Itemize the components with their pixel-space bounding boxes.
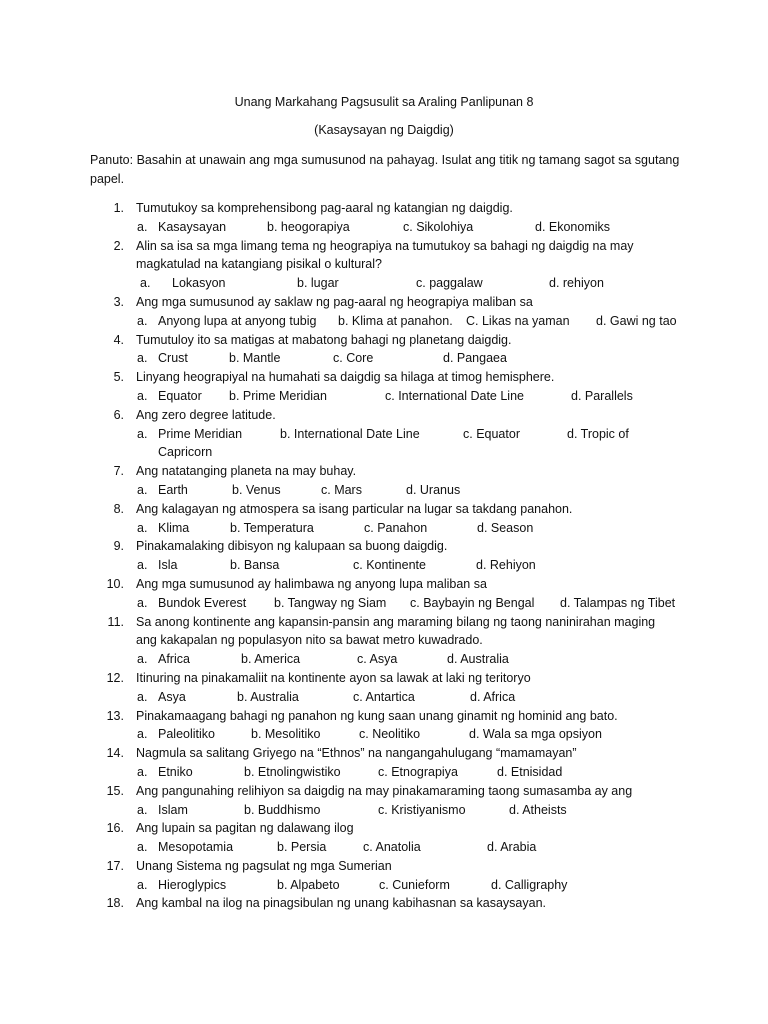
answer-option: Bundok Everest xyxy=(158,595,247,610)
question-number: 15. xyxy=(106,783,124,798)
question-line xyxy=(0,199,768,218)
question-line xyxy=(0,462,768,481)
question-item xyxy=(0,199,768,237)
question-line xyxy=(0,669,768,688)
question-item xyxy=(0,406,768,462)
answer-option: c. Neolitiko xyxy=(359,727,421,742)
options-row xyxy=(0,312,768,331)
option-letter: a. xyxy=(137,388,148,403)
answer-option: Kasaysayan xyxy=(158,219,227,234)
option-letter: a. xyxy=(137,877,148,892)
question-item xyxy=(0,819,768,857)
question-text: Alin sa isa sa mga limang tema ng heograpiya na tumutukoy sa bahagi ng daigdig na may xyxy=(136,238,634,253)
question-number: 13. xyxy=(106,708,124,723)
answer-option: Paleolitiko xyxy=(158,727,215,742)
answer-option: Africa xyxy=(158,652,190,667)
exam-title: Unang Markahang Pagsusulit sa Araling Panlipunan 8 xyxy=(234,95,534,109)
question-item xyxy=(0,894,768,913)
options-row xyxy=(0,556,768,575)
question-line xyxy=(0,406,768,425)
question-item xyxy=(0,669,768,707)
question-text: Ang natatanging planeta na may buhay. xyxy=(136,464,357,479)
question-item xyxy=(0,857,768,895)
question-text: Pinakamaagang bahagi ng panahon ng kung saan unang ginamit ng hominid ang bato. xyxy=(136,708,618,723)
option-letter: a. xyxy=(137,764,148,779)
answer-option-continued: Capricorn xyxy=(158,445,213,460)
answer-option: b. Venus xyxy=(232,482,281,497)
answer-option: c. Cunieform xyxy=(379,877,450,892)
answer-option: b. Mesolitiko xyxy=(251,727,321,742)
answer-option: d. Uranus xyxy=(406,482,461,497)
options-row xyxy=(0,838,768,857)
question-text: Unang Sistema ng pagsulat ng mga Sumerian xyxy=(136,858,392,873)
question-number: 12. xyxy=(106,670,124,685)
answer-option: c. Asya xyxy=(357,652,398,667)
answer-option: d. Parallels xyxy=(571,388,633,403)
question-line xyxy=(0,744,768,763)
question-text: Tumutukoy sa komprehensibong pag-aaral ng katangian ng daigdig. xyxy=(136,201,513,215)
question-item xyxy=(0,537,768,575)
answer-option: Etniko xyxy=(158,764,193,779)
question-line xyxy=(0,819,768,838)
answer-option: b. Mantle xyxy=(229,351,281,366)
question-item xyxy=(0,237,768,293)
question-item xyxy=(0,782,768,820)
option-letter: a. xyxy=(137,840,148,855)
answer-option: c. Core xyxy=(333,351,374,366)
option-letter: a. xyxy=(137,689,148,704)
answer-option: Anyong lupa at anyong tubig xyxy=(158,313,317,328)
options-row xyxy=(0,349,768,368)
question-number: 6. xyxy=(113,407,124,422)
answer-option: c. Equator xyxy=(463,426,520,441)
question-line xyxy=(0,894,768,913)
answer-option: d. Etnisidad xyxy=(497,764,563,779)
question-number: 1. xyxy=(113,201,124,215)
answer-option: d. Pangaea xyxy=(443,351,507,366)
options-row xyxy=(0,519,768,538)
answer-option: d. Atheists xyxy=(509,802,567,817)
answer-option: c. Baybayin ng Bengal xyxy=(410,595,535,610)
question-number: 9. xyxy=(113,539,124,554)
exam-subtitle: (Kasaysayan ng Daigdig) xyxy=(314,123,454,137)
answer-option: c. Kristiyanismo xyxy=(378,802,466,817)
answer-option: d. Season xyxy=(477,520,534,535)
answer-option: b. Klima at panahon. xyxy=(338,313,453,328)
answer-option: b. International Date Line xyxy=(280,426,420,441)
answer-option: b. Persia xyxy=(277,840,327,855)
options-row xyxy=(0,594,768,613)
option-letter: a. xyxy=(137,802,148,817)
answer-option: b. America xyxy=(241,652,301,667)
options-row xyxy=(0,763,768,782)
options-row xyxy=(0,425,768,444)
option-letter: a. xyxy=(137,482,148,497)
question-line xyxy=(0,631,768,650)
options-row xyxy=(0,274,768,293)
question-text: Sa anong kontinente ang kapansin-pansin ang maraming bilang ng taong naninirahan maging xyxy=(136,614,656,629)
answer-option: c. Etnograpiya xyxy=(378,764,458,779)
options-row xyxy=(0,801,768,820)
answer-option: c. International Date Line xyxy=(385,388,524,403)
answer-option: b. Etnolingwistiko xyxy=(244,764,341,779)
question-number: 17. xyxy=(106,858,124,873)
question-number: 8. xyxy=(113,501,124,516)
answer-option: Crust xyxy=(158,351,188,366)
options-row xyxy=(0,387,768,406)
question-line xyxy=(0,500,768,519)
answer-option: d. Tropic of xyxy=(567,426,629,441)
options-row xyxy=(0,481,768,500)
answer-option: Asya xyxy=(158,689,186,704)
question-list xyxy=(0,199,768,913)
answer-option: b. Alpabeto xyxy=(277,877,340,892)
answer-option: d. Africa xyxy=(470,689,516,704)
answer-option: c. Kontinente xyxy=(353,558,426,573)
question-number: 7. xyxy=(113,464,124,479)
answer-option: Islam xyxy=(158,802,188,817)
question-line xyxy=(0,331,768,350)
option-letter: a. xyxy=(140,276,151,291)
answer-option: b. lugar xyxy=(297,276,339,291)
question-item xyxy=(0,500,768,538)
option-letter: a. xyxy=(137,652,148,667)
options-row xyxy=(0,688,768,707)
answer-option: b. Australia xyxy=(237,689,299,704)
question-text: Ang kalagayan ng atmospera sa isang particular na lugar sa takdang panahon. xyxy=(136,501,573,516)
question-number: 16. xyxy=(106,821,124,836)
question-text: Tumutuloy ito sa matigas at mabatong bahagi ng planetang daigdig. xyxy=(136,332,512,347)
answer-option: Prime Meridian xyxy=(158,426,243,441)
answer-option: Lokasyon xyxy=(172,276,226,291)
answer-option: b. Prime Meridian xyxy=(229,388,327,403)
question-text: Ang mga sumusunod ay saklaw ng pag-aaral ng heograpiya maliban sa xyxy=(136,294,533,309)
question-number: 3. xyxy=(113,294,124,309)
question-item xyxy=(0,575,768,613)
answer-option: Equator xyxy=(158,388,202,403)
answer-option: d. Talampas ng Tibet xyxy=(560,595,676,610)
question-line xyxy=(0,707,768,726)
options-row xyxy=(0,876,768,895)
option-letter: a. xyxy=(137,426,148,441)
answer-option: Klima xyxy=(158,520,190,535)
answer-option: d. Rehiyon xyxy=(476,558,536,573)
answer-option: c. paggalaw xyxy=(416,276,483,291)
options-row xyxy=(0,725,768,744)
answer-option: d. Ekonomiks xyxy=(535,219,611,234)
question-number: 4. xyxy=(113,332,124,347)
answer-option: b. heogorapiya xyxy=(267,219,350,234)
answer-option: d. Australia xyxy=(447,652,509,667)
answer-option: b. Tangway ng Siam xyxy=(274,595,387,610)
question-number: 2. xyxy=(113,238,124,253)
question-number: 18. xyxy=(106,896,124,911)
option-letter: a. xyxy=(137,727,148,742)
question-text: Itinuring na pinakamaliit na kontinente ayon sa lawak at laki ng teritoryo xyxy=(136,670,531,685)
answer-option: d. rehiyon xyxy=(549,276,604,291)
question-item xyxy=(0,293,768,331)
question-item xyxy=(0,368,768,406)
question-line xyxy=(0,857,768,876)
question-text: Ang mga sumusunod ay halimbawa ng anyong lupa maliban sa xyxy=(136,576,487,591)
question-item xyxy=(0,707,768,745)
question-text: Ang zero degree latitude. xyxy=(136,407,276,422)
answer-option: d. Gawi ng tao xyxy=(596,313,677,328)
question-text: ang kakapalan ng populasyon nito sa bawat metro kuwadrado. xyxy=(136,633,483,648)
answer-option: c. Anatolia xyxy=(363,840,421,855)
question-line xyxy=(0,237,768,256)
question-text: Ang kambal na ilog na pinagsibulan ng unang kabihasnan sa kasaysayan. xyxy=(136,896,547,911)
answer-option: Mesopotamia xyxy=(158,840,234,855)
option-letter: a. xyxy=(137,351,148,366)
question-line xyxy=(0,293,768,312)
question-line xyxy=(0,575,768,594)
question-text: Ang pangunahing relihiyon sa daigdig na may pinakamaraming taong sumasamba ay ang xyxy=(136,783,633,798)
question-text: Pinakamalaking dibisyon ng kalupaan sa buong daigdig. xyxy=(136,539,448,554)
answer-option: b. Buddhismo xyxy=(244,802,321,817)
answer-option: c. Sikolohiya xyxy=(403,219,474,234)
instructions: Panuto: Basahin at unawain ang mga sumusunod na pahayag. Isulat ang titik ng tamang sagot sa sgutang papel. xyxy=(90,153,680,186)
option-letter: a. xyxy=(137,558,148,573)
question-line xyxy=(0,613,768,632)
question-text: magkatulad na katangiang pisikal o kultural? xyxy=(136,257,382,272)
question-text: Nagmula sa salitang Griyego na “Ethnos” na nangangahulugang “mamamayan” xyxy=(136,746,577,761)
question-item xyxy=(0,462,768,500)
question-number: 11. xyxy=(107,614,124,629)
options-row xyxy=(0,650,768,669)
answer-option: Isla xyxy=(158,558,178,573)
answer-option: b. Temperatura xyxy=(230,520,314,535)
question-line xyxy=(0,255,768,274)
question-line xyxy=(0,368,768,387)
option-letter: a. xyxy=(137,520,148,535)
question-number: 5. xyxy=(113,370,124,385)
question-line xyxy=(0,537,768,556)
options-row xyxy=(0,218,768,237)
question-number: 10. xyxy=(106,576,124,591)
option-letter: a. xyxy=(137,219,148,234)
answer-option: d. Calligraphy xyxy=(491,877,568,892)
option-continuation xyxy=(0,443,768,462)
question-item xyxy=(0,744,768,782)
answer-option: d. Arabia xyxy=(487,840,537,855)
answer-option: Hieroglypics xyxy=(158,877,227,892)
answer-option: c. Antartica xyxy=(353,689,415,704)
answer-option: c. Mars xyxy=(321,482,362,497)
question-number: 14. xyxy=(106,746,124,761)
answer-option: d. Wala sa mga opsiyon xyxy=(469,727,602,742)
question-line xyxy=(0,782,768,801)
answer-option: Earth xyxy=(158,482,188,497)
answer-option: C. Likas na yaman xyxy=(466,313,570,328)
question-item xyxy=(0,331,768,369)
answer-option: b. Bansa xyxy=(230,558,280,573)
question-text: Ang lupain sa pagitan ng dalawang ilog xyxy=(136,821,354,836)
option-letter: a. xyxy=(137,313,148,328)
question-text: Linyang heograpiyal na humahati sa daigdig sa hilaga at timog hemisphere. xyxy=(136,370,555,385)
option-letter: a. xyxy=(137,595,148,610)
question-item xyxy=(0,613,768,669)
answer-option: c. Panahon xyxy=(364,520,428,535)
